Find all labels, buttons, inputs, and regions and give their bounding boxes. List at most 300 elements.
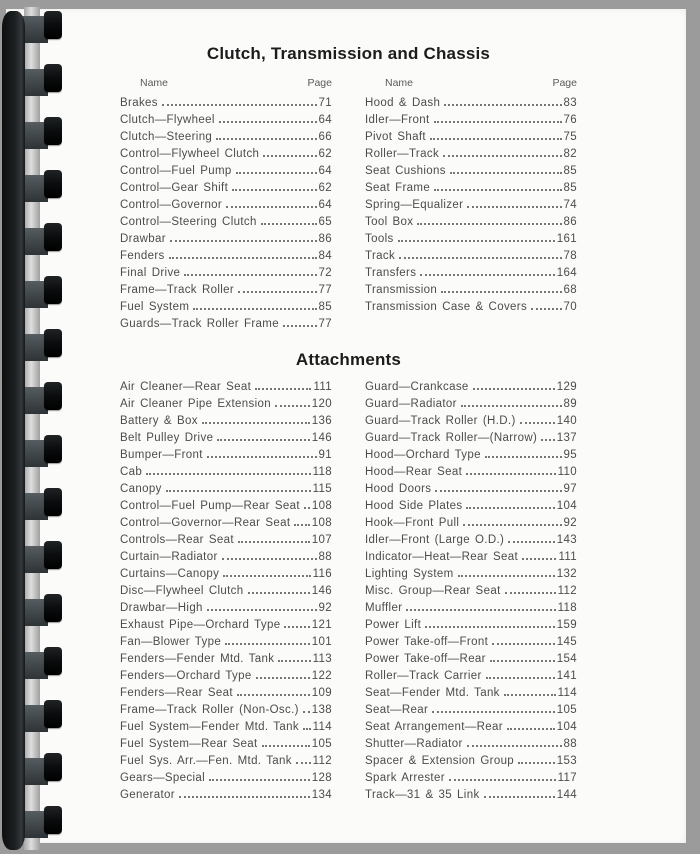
toc-entry-page-number: 107 xyxy=(311,534,332,546)
table-of-contents xyxy=(120,9,577,804)
toc-row xyxy=(365,146,577,163)
dot-leader xyxy=(219,121,317,123)
toc-row xyxy=(120,299,332,316)
toc-row xyxy=(120,282,332,299)
dot-leader xyxy=(461,405,562,407)
dot-leader xyxy=(237,694,310,696)
toc-entry-page-number: 71 xyxy=(318,97,332,109)
toc-entry-page-number: 70 xyxy=(563,301,577,313)
binding-tooth xyxy=(20,643,62,696)
dot-leader xyxy=(166,490,311,492)
toc-row xyxy=(120,413,332,430)
binding-tooth-cap xyxy=(44,541,62,569)
toc-entry-name: Fenders—Orchard Type xyxy=(120,670,252,682)
toc-row xyxy=(365,549,577,566)
toc-row xyxy=(120,379,332,396)
dot-leader xyxy=(507,728,555,730)
toc-entry-page-number: 120 xyxy=(311,398,332,410)
toc-entry-name: Spark Arrester xyxy=(365,772,445,784)
toc-entry-page-number: 118 xyxy=(557,602,577,614)
toc-column-left xyxy=(120,64,332,333)
toc-entry-page-number: 112 xyxy=(557,585,577,597)
toc-row xyxy=(365,651,577,668)
column-headers xyxy=(365,77,577,89)
toc-entry-name: Control—Gear Shift xyxy=(120,182,229,194)
toc-entry-page-number: 111 xyxy=(313,381,332,393)
dot-leader xyxy=(458,575,555,577)
dot-leader xyxy=(223,575,310,577)
dot-leader xyxy=(207,456,317,458)
toc-row xyxy=(120,180,332,197)
toc-entry-page-number: 109 xyxy=(311,687,332,699)
toc-entry-name: Seat Cushions xyxy=(365,165,446,177)
spiral-binding xyxy=(0,3,62,854)
toc-row xyxy=(120,617,332,634)
dot-leader xyxy=(531,308,561,310)
dot-leader xyxy=(162,104,317,106)
toc-entry-page-number: 115 xyxy=(312,483,332,495)
toc-entry-page-number: 122 xyxy=(311,670,332,682)
toc-row xyxy=(365,95,577,112)
dot-leader xyxy=(449,779,556,781)
toc-row xyxy=(120,719,332,736)
toc-entry-name: Control—Governor—Rear Seat xyxy=(120,517,291,529)
toc-row xyxy=(365,129,577,146)
toc-entry-name: Guard—Track Roller—(Narrow) xyxy=(365,432,538,444)
dot-leader xyxy=(294,524,309,526)
toc-entry-page-number: 110 xyxy=(557,466,577,478)
toc-entry-page-number: 118 xyxy=(312,466,332,478)
toc-row xyxy=(120,600,332,617)
toc-entry-name: Seat Arrangement—Rear xyxy=(365,721,503,733)
dot-leader xyxy=(444,104,561,106)
binding-tooth xyxy=(20,272,62,325)
dot-leader xyxy=(303,711,310,713)
toc-entry-name: Cab xyxy=(120,466,143,478)
toc-entry-page-number: 75 xyxy=(563,131,577,143)
toc-entry-page-number: 132 xyxy=(556,568,577,580)
binding-tooth-cap xyxy=(44,806,62,834)
toc-row xyxy=(120,736,332,753)
binding-tooth-cap xyxy=(44,11,62,39)
toc-row xyxy=(365,566,577,583)
binding-tooth-cap xyxy=(44,223,62,251)
dot-leader xyxy=(420,274,554,276)
toc-row xyxy=(120,515,332,532)
toc-entry-page-number: 88 xyxy=(563,738,577,750)
toc-entry-name: Frame—Track Roller xyxy=(120,284,235,296)
toc-entry-page-number: 145 xyxy=(556,636,577,648)
toc-row xyxy=(120,702,332,719)
toc-entry-page-number: 116 xyxy=(312,568,332,580)
dot-leader xyxy=(261,223,317,225)
toc-row xyxy=(365,396,577,413)
toc-entry-page-number: 136 xyxy=(311,415,332,427)
toc-entry-name: Seat—Fender Mtd. Tank xyxy=(365,687,500,699)
section-title: Clutch, Transmission and Chassis xyxy=(206,44,491,63)
toc-entry-name: Spring—Equalizer xyxy=(365,199,464,211)
toc-entry-name: Misc. Group—Rear Seat xyxy=(365,585,501,597)
binding-tooth-cap xyxy=(44,488,62,516)
toc-entry-page-number: 146 xyxy=(311,432,332,444)
dot-leader xyxy=(255,388,311,390)
toc-row xyxy=(365,600,577,617)
toc-row xyxy=(120,464,332,481)
toc-entry-name: Control—Steering Clutch xyxy=(120,216,257,228)
toc-row xyxy=(365,231,577,248)
toc-row xyxy=(120,583,332,600)
binding-tooth xyxy=(20,219,62,272)
dot-leader xyxy=(303,728,311,730)
toc-row xyxy=(120,685,332,702)
toc-row xyxy=(365,413,577,430)
binding-tooth-cap xyxy=(44,329,62,357)
toc-entry-page-number: 134 xyxy=(311,789,332,801)
toc-entry-page-number: 114 xyxy=(312,721,332,733)
dot-leader xyxy=(304,507,310,509)
binding-tooth-cap xyxy=(44,647,62,675)
dot-leader xyxy=(193,308,316,310)
dot-leader xyxy=(432,711,555,713)
toc-row xyxy=(365,430,577,447)
toc-row xyxy=(120,112,332,129)
toc-entry-page-number: 62 xyxy=(318,148,332,160)
dot-leader xyxy=(146,473,310,475)
dot-leader xyxy=(505,592,556,594)
toc-entry-name: Final Drive xyxy=(120,267,181,279)
dot-leader xyxy=(485,456,562,458)
toc-entry-page-number: 128 xyxy=(311,772,332,784)
toc-entry-name: Guard—Radiator xyxy=(365,398,457,410)
toc-row xyxy=(120,634,332,651)
toc-entry-page-number: 83 xyxy=(563,97,577,109)
toc-row xyxy=(120,549,332,566)
toc-entry-page-number: 108 xyxy=(311,500,333,512)
toc-entry-name: Power Take-off—Front xyxy=(365,636,489,648)
dot-leader xyxy=(222,558,317,560)
toc-row xyxy=(120,770,332,787)
dot-leader xyxy=(434,121,562,123)
toc-entry-name: Seat Frame xyxy=(365,182,431,194)
toc-entry-page-number: 144 xyxy=(556,789,577,801)
toc-row xyxy=(120,95,332,112)
dot-leader xyxy=(262,745,310,747)
toc-entry-name: Guards—Track Roller Frame xyxy=(120,318,279,330)
toc-entry-page-number: 108 xyxy=(311,517,332,529)
toc-row xyxy=(365,515,577,532)
toc-entry-page-number: 113 xyxy=(312,653,332,665)
toc-entry-page-number: 129 xyxy=(556,381,577,393)
toc-entry-name: Fenders—Fender Mtd. Tank xyxy=(120,653,275,665)
binding-tooth xyxy=(20,696,62,749)
toc-entry-page-number: 112 xyxy=(312,755,332,767)
toc-entry-name: Roller—Track Carrier xyxy=(365,670,482,682)
toc-row xyxy=(365,668,577,685)
dot-leader xyxy=(484,796,555,798)
toc-entry-page-number: 95 xyxy=(563,449,577,461)
binding-tooth xyxy=(20,537,62,590)
toc-row xyxy=(365,770,577,787)
toc-entry-page-number: 153 xyxy=(556,755,577,767)
toc-entry-page-number: 138 xyxy=(311,704,332,716)
toc-entry-name: Power Take-off—Rear xyxy=(365,653,486,665)
page-column-header: Page xyxy=(552,77,577,89)
toc-entry-page-number: 146 xyxy=(311,585,332,597)
toc-entry-name: Hood & Dash xyxy=(365,97,441,109)
toc-row xyxy=(365,481,577,498)
toc-entry-name: Tools xyxy=(365,233,394,245)
toc-row xyxy=(120,129,332,146)
dot-leader xyxy=(441,291,561,293)
toc-row xyxy=(120,447,332,464)
toc-row xyxy=(120,396,332,413)
toc-entry-name: Air Cleaner Pipe Extension xyxy=(120,398,272,410)
toc-row xyxy=(365,248,577,265)
toc-entry-name: Lighting System xyxy=(365,568,454,580)
toc-entry-name: Drawbar—High xyxy=(120,602,203,614)
toc-entry-name: Fuel System—Rear Seat xyxy=(120,738,258,750)
toc-row xyxy=(120,163,332,180)
section-clutch-transmission-chassis xyxy=(120,9,577,333)
toc-entry-name: Hood Side Plates xyxy=(365,500,463,512)
toc-entry-page-number: 92 xyxy=(318,602,332,614)
toc-row-list xyxy=(365,379,577,804)
toc-entry-name: Fenders xyxy=(120,250,165,262)
toc-entry-page-number: 82 xyxy=(563,148,577,160)
toc-entry-page-number: 111 xyxy=(558,551,577,563)
toc-entry-name: Air Cleaner—Rear Seat xyxy=(120,381,252,393)
binding-tooth xyxy=(20,484,62,537)
toc-entry-name: Pivot Shaft xyxy=(365,131,426,143)
binding-tooth-cap xyxy=(44,170,62,198)
section-attachments xyxy=(120,333,577,804)
dot-leader xyxy=(170,240,317,242)
toc-row xyxy=(120,430,332,447)
toc-entry-page-number: 137 xyxy=(556,432,577,444)
toc-row xyxy=(120,668,332,685)
toc-row xyxy=(365,498,577,515)
toc-entry-name: Power Lift xyxy=(365,619,422,631)
toc-entry-page-number: 104 xyxy=(556,500,577,512)
toc-row xyxy=(120,214,332,231)
toc-entry-name: Fuel System—Fender Mtd. Tank xyxy=(120,721,299,733)
toc-entry-name: Curtains—Canopy xyxy=(120,568,220,580)
dot-leader xyxy=(169,257,317,259)
toc-entry-page-number: 77 xyxy=(318,284,332,296)
toc-entry-page-number: 85 xyxy=(563,165,577,177)
toc-entry-name: Clutch—Flywheel xyxy=(120,114,215,126)
dot-leader xyxy=(278,660,310,662)
toc-entry-name: Control—Fuel Pump xyxy=(120,165,232,177)
dot-leader xyxy=(504,694,556,696)
toc-entry-page-number: 66 xyxy=(318,131,332,143)
section-title: Attachments xyxy=(295,350,402,369)
toc-row xyxy=(365,617,577,634)
toc-row xyxy=(120,265,332,282)
toc-entry-name: Transfers xyxy=(365,267,417,279)
dot-leader xyxy=(184,274,316,276)
toc-entry-page-number: 105 xyxy=(556,704,577,716)
dot-leader xyxy=(236,172,317,174)
toc-row xyxy=(365,753,577,770)
toc-entry-page-number: 65 xyxy=(318,216,332,228)
toc-column-right xyxy=(365,64,577,333)
toc-row xyxy=(120,498,332,515)
dot-leader xyxy=(490,660,555,662)
toc-row-list xyxy=(365,95,577,316)
toc-entry-page-number: 77 xyxy=(318,318,332,330)
toc-entry-name: Guard—Track Roller (H.D.) xyxy=(365,415,516,427)
toc-column-left xyxy=(120,379,332,804)
toc-entry-page-number: 74 xyxy=(563,199,577,211)
toc-entry-page-number: 101 xyxy=(311,636,332,648)
binding-tooth xyxy=(20,749,62,802)
toc-row xyxy=(365,787,577,804)
toc-row xyxy=(365,379,577,396)
toc-entry-page-number: 89 xyxy=(563,398,577,410)
toc-entry-page-number: 85 xyxy=(318,301,332,313)
toc-row xyxy=(365,464,577,481)
binding-tooth-cap xyxy=(44,700,62,728)
toc-entry-name: Track—31 & 35 Link xyxy=(365,789,480,801)
dot-leader xyxy=(417,223,561,225)
toc-entry-name: Track xyxy=(365,250,396,262)
toc-entry-page-number: 62 xyxy=(318,182,332,194)
dot-leader xyxy=(466,507,554,509)
toc-row xyxy=(120,532,332,549)
binding-tooth xyxy=(20,431,62,484)
toc-entry-page-number: 143 xyxy=(556,534,577,546)
binding-tooth-cap xyxy=(44,64,62,92)
binding-tooth-cap xyxy=(44,382,62,410)
dot-leader xyxy=(275,405,310,407)
dot-leader xyxy=(284,626,309,628)
toc-entry-name: Transmission Case & Covers xyxy=(365,301,528,313)
binding-tooth-cap xyxy=(44,117,62,145)
toc-entry-name: Idler—Front xyxy=(365,114,430,126)
dot-leader xyxy=(473,388,555,390)
dot-leader xyxy=(216,138,316,140)
toc-row xyxy=(365,163,577,180)
toc-entry-page-number: 117 xyxy=(557,772,577,784)
toc-row xyxy=(120,197,332,214)
binding-tooth xyxy=(20,325,62,378)
toc-entry-name: Fenders—Rear Seat xyxy=(120,687,233,699)
dot-leader xyxy=(238,291,316,293)
dot-leader xyxy=(430,138,562,140)
toc-entry-name: Control—Flywheel Clutch xyxy=(120,148,260,160)
dot-leader xyxy=(425,626,555,628)
toc-entry-page-number: 114 xyxy=(557,687,577,699)
dot-leader xyxy=(283,325,317,327)
toc-entry-name: Seat—Rear xyxy=(365,704,429,716)
binding-tooth xyxy=(20,60,62,113)
toc-row xyxy=(120,651,332,668)
binding-tooth xyxy=(20,802,62,850)
toc-row xyxy=(365,447,577,464)
toc-row xyxy=(120,566,332,583)
binding-tooth xyxy=(20,378,62,431)
dot-leader xyxy=(466,473,555,475)
toc-entry-name: Hood—Orchard Type xyxy=(365,449,481,461)
toc-entry-page-number: 92 xyxy=(563,517,577,529)
name-column-header: Name xyxy=(140,77,169,89)
toc-entry-page-number: 86 xyxy=(563,216,577,228)
toc-entry-name: Guard—Crankcase xyxy=(365,381,469,393)
dot-leader xyxy=(467,745,562,747)
toc-entry-name: Spacer & Extension Group xyxy=(365,755,515,767)
toc-row xyxy=(365,112,577,129)
dot-leader xyxy=(508,541,555,543)
toc-row xyxy=(365,634,577,651)
toc-entry-page-number: 84 xyxy=(318,250,332,262)
toc-row xyxy=(120,753,332,770)
toc-entry-name: Generator xyxy=(120,789,175,801)
dot-leader xyxy=(541,439,555,441)
toc-entry-page-number: 88 xyxy=(318,551,332,563)
toc-row xyxy=(365,583,577,600)
toc-entry-page-number: 76 xyxy=(563,114,577,126)
toc-row xyxy=(365,719,577,736)
toc-entry-page-number: 97 xyxy=(563,483,577,495)
dot-leader xyxy=(248,592,310,594)
toc-entry-name: Hood—Rear Seat xyxy=(365,466,463,478)
toc-entry-name: Drawbar xyxy=(120,233,166,245)
toc-entry-page-number: 104 xyxy=(556,721,577,733)
dot-leader xyxy=(443,155,561,157)
toc-row xyxy=(120,787,332,804)
binding-tooth-cap xyxy=(44,753,62,781)
toc-entry-name: Exhaust Pipe—Orchard Type xyxy=(120,619,281,631)
toc-entry-name: Frame—Track Roller (Non-Osc.) xyxy=(120,704,299,716)
toc-entry-page-number: 85 xyxy=(563,182,577,194)
toc-entry-name: Disc—Flywheel Clutch xyxy=(120,585,244,597)
toc-row xyxy=(365,299,577,316)
toc-entry-name: Controls—Rear Seat xyxy=(120,534,234,546)
toc-row xyxy=(365,685,577,702)
dot-leader xyxy=(522,558,556,560)
toc-row xyxy=(365,736,577,753)
toc-row xyxy=(120,316,332,333)
toc-entry-name: Fuel System xyxy=(120,301,190,313)
toc-column-right xyxy=(365,379,577,804)
dot-leader xyxy=(486,677,555,679)
dot-leader xyxy=(232,189,316,191)
toc-entry-page-number: 105 xyxy=(311,738,332,750)
toc-entry-name: Tool Box xyxy=(365,216,414,228)
toc-row xyxy=(120,231,332,248)
dot-leader xyxy=(450,172,562,174)
toc-row xyxy=(120,481,332,498)
binding-tooth-cap xyxy=(44,435,62,463)
binding-teeth xyxy=(20,7,62,850)
toc-entry-name: Brakes xyxy=(120,97,158,109)
toc-entry-page-number: 121 xyxy=(311,619,332,631)
dot-leader xyxy=(398,240,555,242)
toc-entry-name: Bumper—Front xyxy=(120,449,203,461)
name-column-header: Name xyxy=(385,77,414,89)
dot-leader xyxy=(518,762,555,764)
toc-row xyxy=(365,702,577,719)
binding-tooth-cap xyxy=(44,594,62,622)
toc-entry-name: Muffler xyxy=(365,602,403,614)
binding-spine xyxy=(2,11,25,850)
toc-entry-page-number: 68 xyxy=(563,284,577,296)
toc-entry-page-number: 64 xyxy=(318,199,332,211)
toc-entry-name: Control—Governor xyxy=(120,199,223,211)
toc-row xyxy=(120,248,332,265)
toc-entry-name: Curtain—Radiator xyxy=(120,551,218,563)
